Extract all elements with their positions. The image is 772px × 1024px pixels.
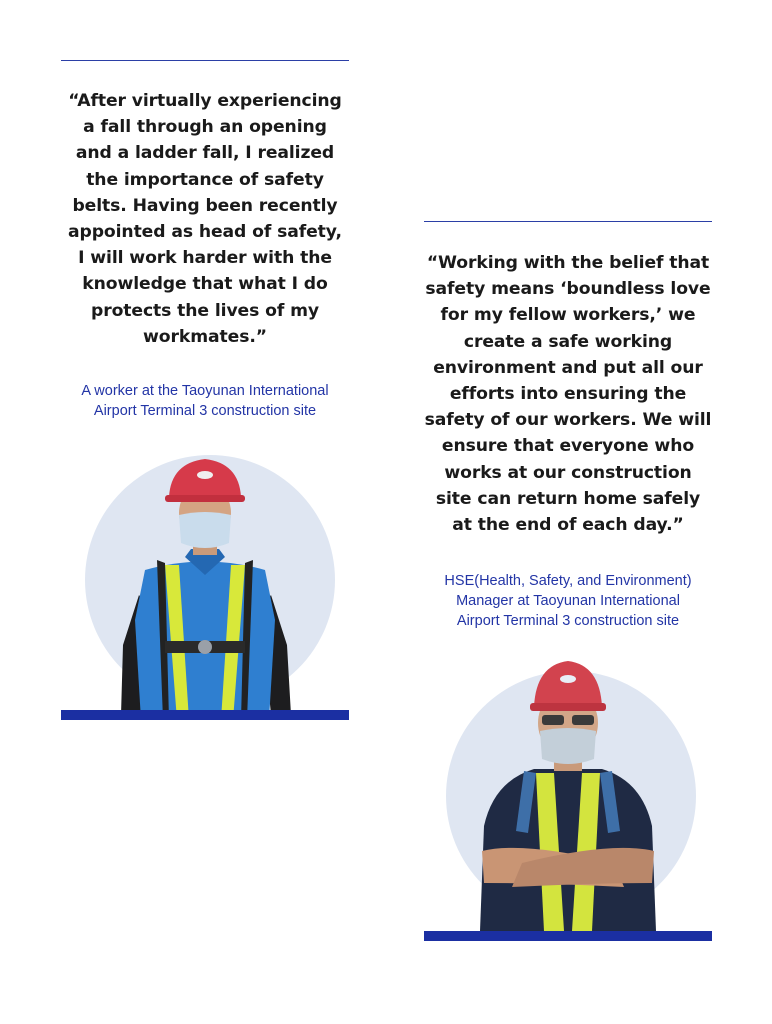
bottom-accent-bar [61, 710, 349, 720]
top-divider [61, 60, 349, 61]
worker-portrait [61, 445, 349, 720]
testimonial-quote: “Working with the belief that safety means ‘boundless love for my fellow workers,’ we create a safe working environment and put all our efforts into ensuring the safety of our workers. We will ensure that everyone who works at our construction site can return home safely at the end of each day.” [424, 253, 712, 536]
testimonial-quote: “After virtually experiencing a fall through an opening and a ladder fall, I realized the importance of safety belts. Having been recently appointed as head of safety, I will work harder with the knowledge that what I do protects the lives of my workmates.” [68, 91, 342, 347]
top-divider [424, 221, 712, 222]
testimonial-card-manager [424, 221, 712, 941]
worker-portrait-icon [61, 445, 349, 720]
manager-portrait [424, 651, 712, 941]
testimonial-card-worker [61, 60, 349, 720]
manager-portrait-icon [424, 651, 712, 941]
bottom-accent-bar [424, 931, 712, 941]
testimonial-attribution: HSE(Health, Safety, and Environment) Manager at Taoyunan International Airport Terminal 3 construction site [444, 573, 692, 630]
testimonial-attribution: A worker at the Taoyunan International Airport Terminal 3 construction site [81, 383, 329, 420]
